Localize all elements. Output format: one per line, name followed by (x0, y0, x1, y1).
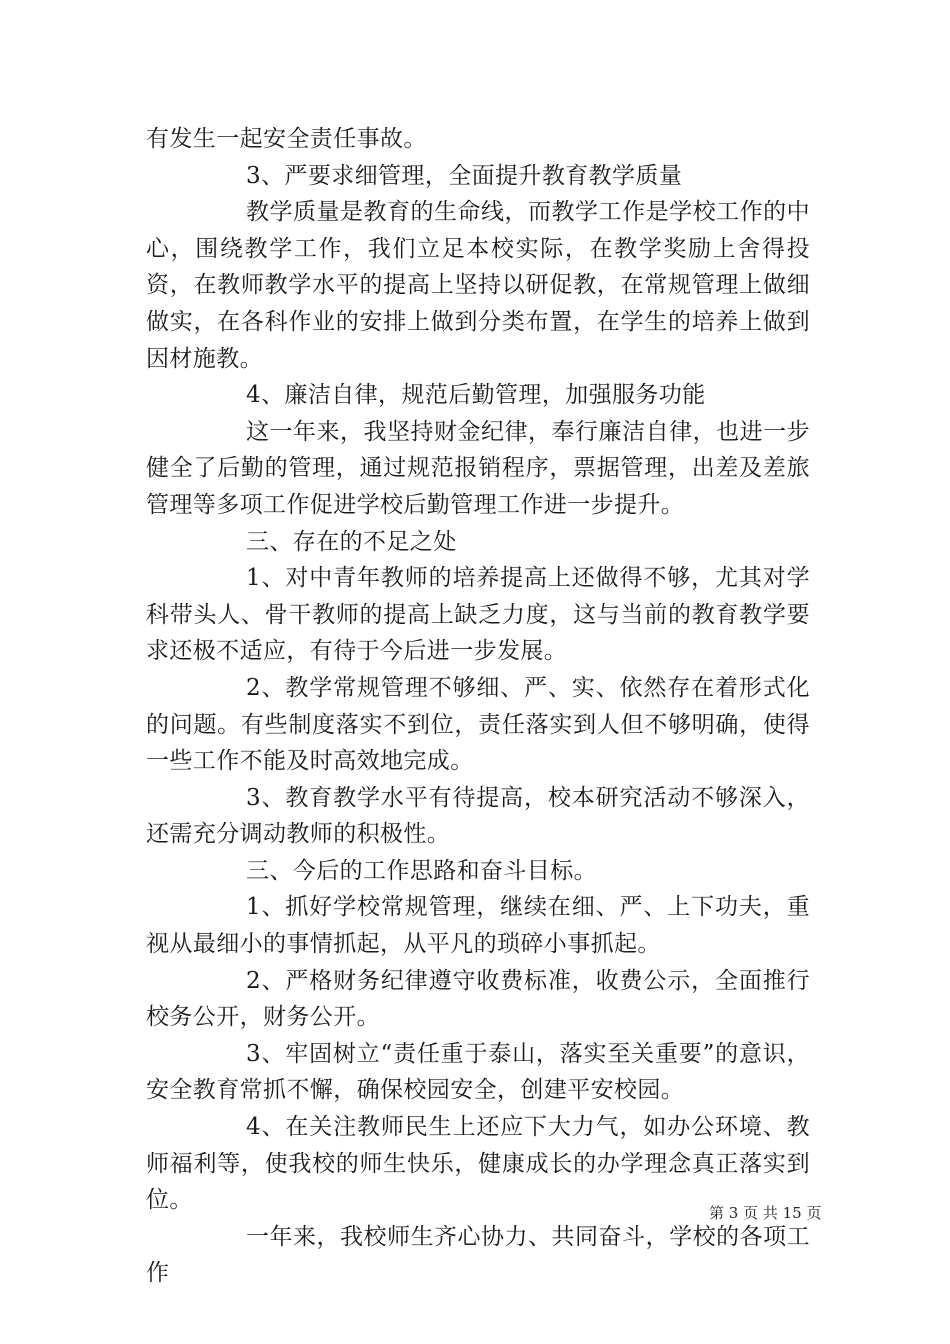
paragraph-continuation: 有发生一起安全责任事故。 (146, 126, 427, 152)
paragraph-logistics: 这一年来，我坚持财金纪律，奉行廉洁自律，也进一步健全了后勤的管理，通过规范报销程序，票据管理，出差及差旅管理等多项工作促进学校后勤管理工作进一步提升。 (146, 418, 810, 518)
paragraph-teaching-quality: 教学质量是教育的生命线，而教学工作是学校工作的中心，围绕教学工作，我们立足本校实际，在教学奖励上舍得投资，在教师教学水平的提高上坚持以研促教，在常规管理上做细做实，在各科作业的安排上做到分类布置，在学生的培养上做到因材施教。 (146, 199, 810, 372)
paragraph-goal-3: 3、牢固树立“责任重于泰山，落实至关重要”的意识，安全教育常抓不懈，确保校园安全，创建平安校园。 (146, 1040, 810, 1104)
paragraph-shortcoming-2: 2、教学常规管理不够细、严、实、依然存在着形式化的问题。有些制度落实不到位，责任落实到人但不够明确，使得一些工作不能及时高效地完成。 (146, 674, 810, 775)
section-heading-teaching-quality: 3、严要求细管理，全面提升教育教学质量 (246, 162, 683, 189)
paragraph-goal-2: 2、严格财务纪律遵守收费标准，收费公示，全面推行校务公开，财务公开。 (146, 967, 810, 1031)
section-heading-shortcomings: 三、存在的不足之处 (246, 528, 457, 555)
paragraph-shortcoming-1: 1、对中青年教师的培养提高上还做得不够，尤其对学科带头人、骨干教师的提高上缺乏力度，这与当前的教育教学要求还极不适应，有待于今后进一步发展。 (146, 565, 810, 665)
section-heading-logistics: 4、廉洁自律，规范后勤管理，加强服务功能 (246, 382, 706, 409)
paragraph-goal-4: 4、在关注教师民生上还应下大力气，如办公环境、教师福利等，使我校的师生快乐，健康成长的办学理念真正落实到位。 (146, 1114, 810, 1214)
paragraph-shortcoming-3: 3、教育教学水平有待提高，校本研究活动不够深入，还需充分调动教师的积极性。 (146, 784, 810, 848)
paragraph-closing: 一年来，我校师生齐心协力、共同奋斗，学校的各项工作 (146, 1223, 810, 1287)
paragraph-goal-1: 1、抓好学校常规管理，继续在细、严、上下功夫，重视从最细小的事情抓起，从平凡的琐碎小事抓起。 (146, 894, 810, 958)
section-heading-future-goals: 三、今后的工作思路和奋斗目标。 (246, 857, 597, 884)
document-body (146, 121, 810, 1292)
page-number-label: 第 3 页 共 15 页 (709, 1204, 822, 1222)
